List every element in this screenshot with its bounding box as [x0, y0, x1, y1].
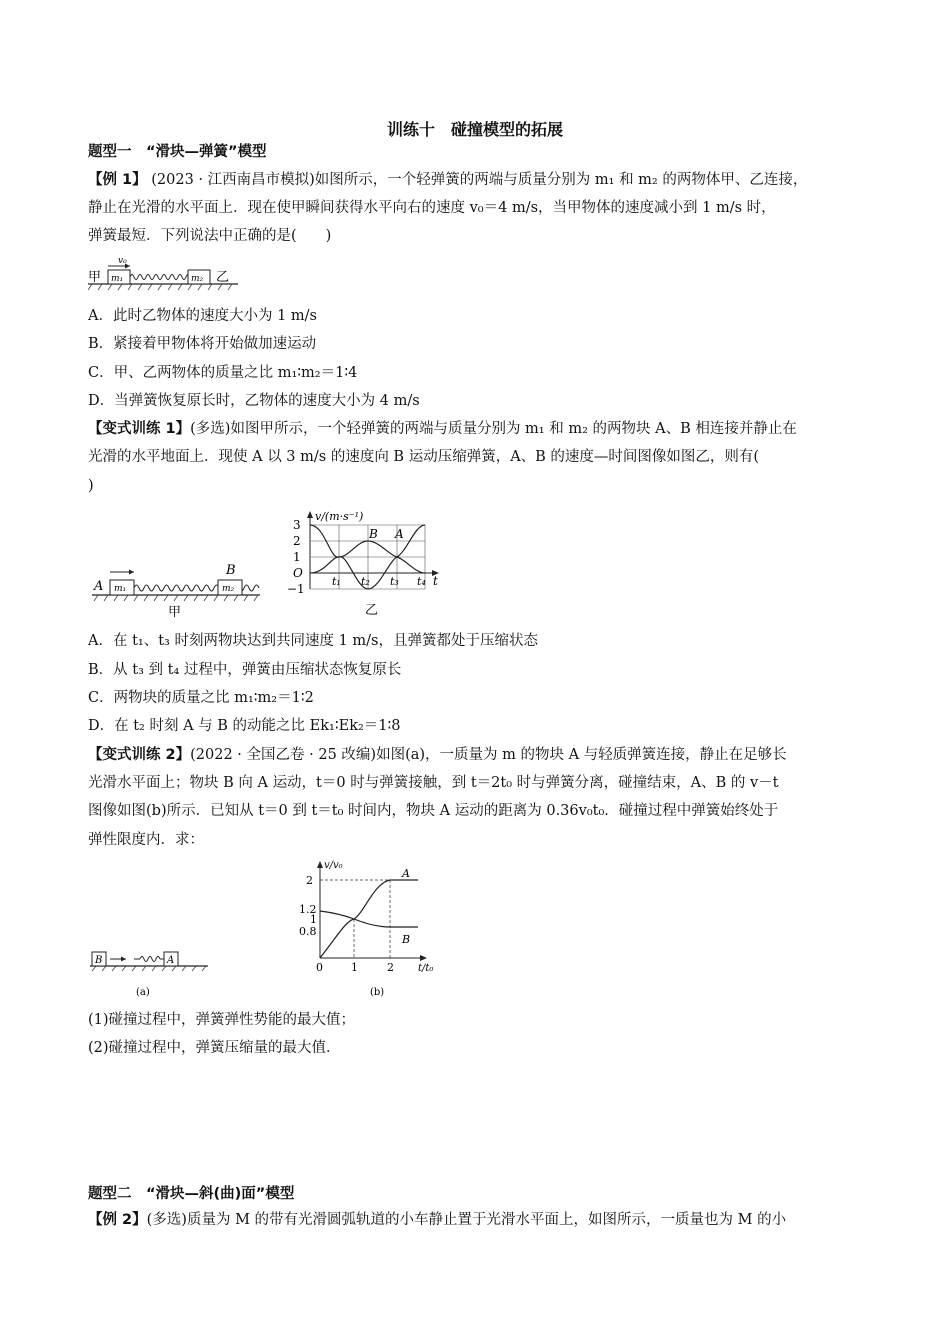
xtick-t1: t₁: [332, 575, 341, 588]
spring: [140, 957, 160, 962]
variant-1-line-3: ): [88, 478, 94, 494]
xtick-2: 2: [387, 961, 394, 974]
ytick-0-8: 0.8: [299, 925, 317, 938]
variant-2-line-3: 图像如图(b)所示．已知从 t＝0 到 t＝t₀ 时间内，物块 A 运动的距离为 0.36v₀t₀．碰撞过程中弹簧始终处于: [88, 803, 779, 819]
ytick-2: 2: [293, 534, 301, 548]
label-A: A: [167, 955, 175, 966]
x-axis-label: t: [433, 574, 438, 588]
variant-2-question-1: (1)碰撞过程中，弹簧弹性势能的最大值；: [88, 1012, 356, 1028]
ytick-2: 2: [306, 874, 313, 887]
curve-label-A: A: [402, 867, 410, 880]
example-1-option-a: A．此时乙物体的速度大小为 1 m/s: [88, 308, 317, 324]
caption-b: (b): [370, 987, 385, 998]
variant-1-tag: 【变式训练 1】: [88, 421, 191, 437]
variant-1-option-c: C．两物块的质量之比 m₁∶m₂＝1∶2: [88, 690, 314, 706]
ytick-3: 3: [293, 518, 301, 532]
label-m2: m₂: [222, 584, 235, 594]
example-1-option-d: D．当弹簧恢复原长时，乙物体的速度大小为 4 m/s: [88, 393, 420, 409]
label-B: B: [95, 955, 103, 966]
xtick-t3: t₃: [390, 575, 399, 588]
label-v0: v₀: [118, 256, 127, 266]
variant-2-line-1: 【变式训练 2】(2022 · 全国乙卷 · 25 改编)如图(a)，一质量为 m 的物块 A 与轻质弹簧连接，静止在足够长: [88, 747, 787, 763]
variant-1-line-1: 【变式训练 1】(多选)如图甲所示，一个轻弹簧的两端与质量分别为 m₁ 和 m₂ 的两物块 A、B 相连接并静止在: [88, 421, 797, 437]
curve-label-B: B: [369, 527, 378, 541]
origin-label: O: [293, 566, 303, 580]
xtick-1: 1: [351, 961, 358, 974]
xtick-t4: t₄: [417, 575, 426, 588]
example-1-option-b: B．紧接着甲物体将开始做加速运动: [88, 336, 317, 352]
page-title: 训练十 碰撞模型的拓展: [386, 120, 563, 139]
example-2-tag: 【例 2】: [88, 1212, 147, 1228]
section-heading-1: 题型一 “滑块—弹簧”模型: [88, 144, 267, 160]
variant-2-question-2: (2)碰撞过程中，弹簧压缩量的最大值．: [88, 1040, 341, 1056]
example-1-line-1: 【例 1】 (2023 · 江西南昌市模拟)如图所示，一个轻弹簧的两端与质量分别为 m₁ 和 m₂ 的两物体甲、乙连接，: [88, 172, 808, 188]
variant-1-option-d: D．在 t₂ 时刻 A 与 B 的动能之比 Ek₁∶Ek₂＝1∶8: [88, 718, 401, 734]
label-m2: m₂: [191, 274, 204, 284]
curve-B: [320, 911, 418, 927]
variant-1-figure-yi: [285, 505, 450, 620]
ytick-1: 1: [310, 913, 317, 926]
curve-A: [320, 880, 418, 958]
variant-2-line-2: 光滑水平面上；物块 B 向 A 运动，t＝0 时与弹簧接触，到 t＝2t₀ 时与弹簧分离，碰撞结束，A、B 的 v－t: [88, 775, 779, 791]
caption-a: (a): [136, 987, 150, 998]
variant-1-option-b: B．从 t₃ 到 t₄ 过程中，弹簧由压缩状态恢复原长: [88, 662, 402, 678]
example-1-line-2: 静止在光滑的水平面上．现在使甲瞬间获得水平向右的速度 v₀＝4 m/s，当甲物体的速度减小到 1 m/s 时，: [88, 200, 776, 216]
caption-jia: 甲: [168, 605, 182, 620]
example-1-tag: 【例 1】: [88, 172, 147, 188]
variant-1-line-2: 光滑的水平地面上．现使 A 以 3 m/s 的速度向 B 运动压缩弹簧，A、B 的速度—时间图像如图乙，则有(: [88, 449, 760, 465]
label-B: B: [226, 563, 236, 578]
label-m1: m₁: [114, 584, 127, 594]
curve-label-A: A: [395, 527, 404, 541]
xtick-t2: t₂: [361, 575, 370, 588]
ytick-neg1: −1: [287, 582, 305, 596]
y-axis-label: v/v₀: [324, 860, 343, 871]
ytick-1-2: 1.2: [299, 903, 317, 916]
example-1-figure: [88, 254, 248, 294]
variant-2-tag: 【变式训练 2】: [88, 747, 191, 763]
variant-1-option-a: A．在 t₁、t₃ 时刻两物块达到共同速度 1 m/s，且弹簧都处于压缩状态: [88, 633, 538, 649]
variant-2-figure-a: [88, 940, 218, 1002]
example-1-line-3: 弹簧最短．下列说法中正确的是( ): [88, 228, 332, 244]
section-heading-2: 题型二 “滑块—斜(曲)面”模型: [88, 1186, 295, 1202]
spring: [130, 275, 194, 280]
variant-2-line-4: 弹性限度内．求：: [88, 832, 204, 848]
variant-1-figure-jia: [88, 550, 268, 620]
curve-label-B: B: [402, 933, 411, 946]
ytick-1: 1: [293, 550, 301, 564]
label-A: A: [94, 579, 104, 594]
label-yi: 乙: [216, 270, 230, 285]
x-axis-label: t/t₀: [418, 963, 434, 974]
y-axis-label: v/(m·s⁻¹): [315, 510, 364, 523]
label-m1: m₁: [111, 274, 124, 284]
caption-yi: 乙: [365, 603, 379, 618]
xtick-0: 0: [316, 961, 323, 974]
label-jia: 甲: [88, 270, 102, 285]
example-2-line-1: 【例 2】(多选)质量为 M 的带有光滑圆弧轨道的小车静止置于光滑水平面上，如图所示，一质量也为 M 的小: [88, 1212, 787, 1228]
variant-2-figure-b: [298, 855, 448, 1000]
example-1-option-c: C．甲、乙两物体的质量之比 m₁∶m₂＝1∶4: [88, 365, 358, 381]
